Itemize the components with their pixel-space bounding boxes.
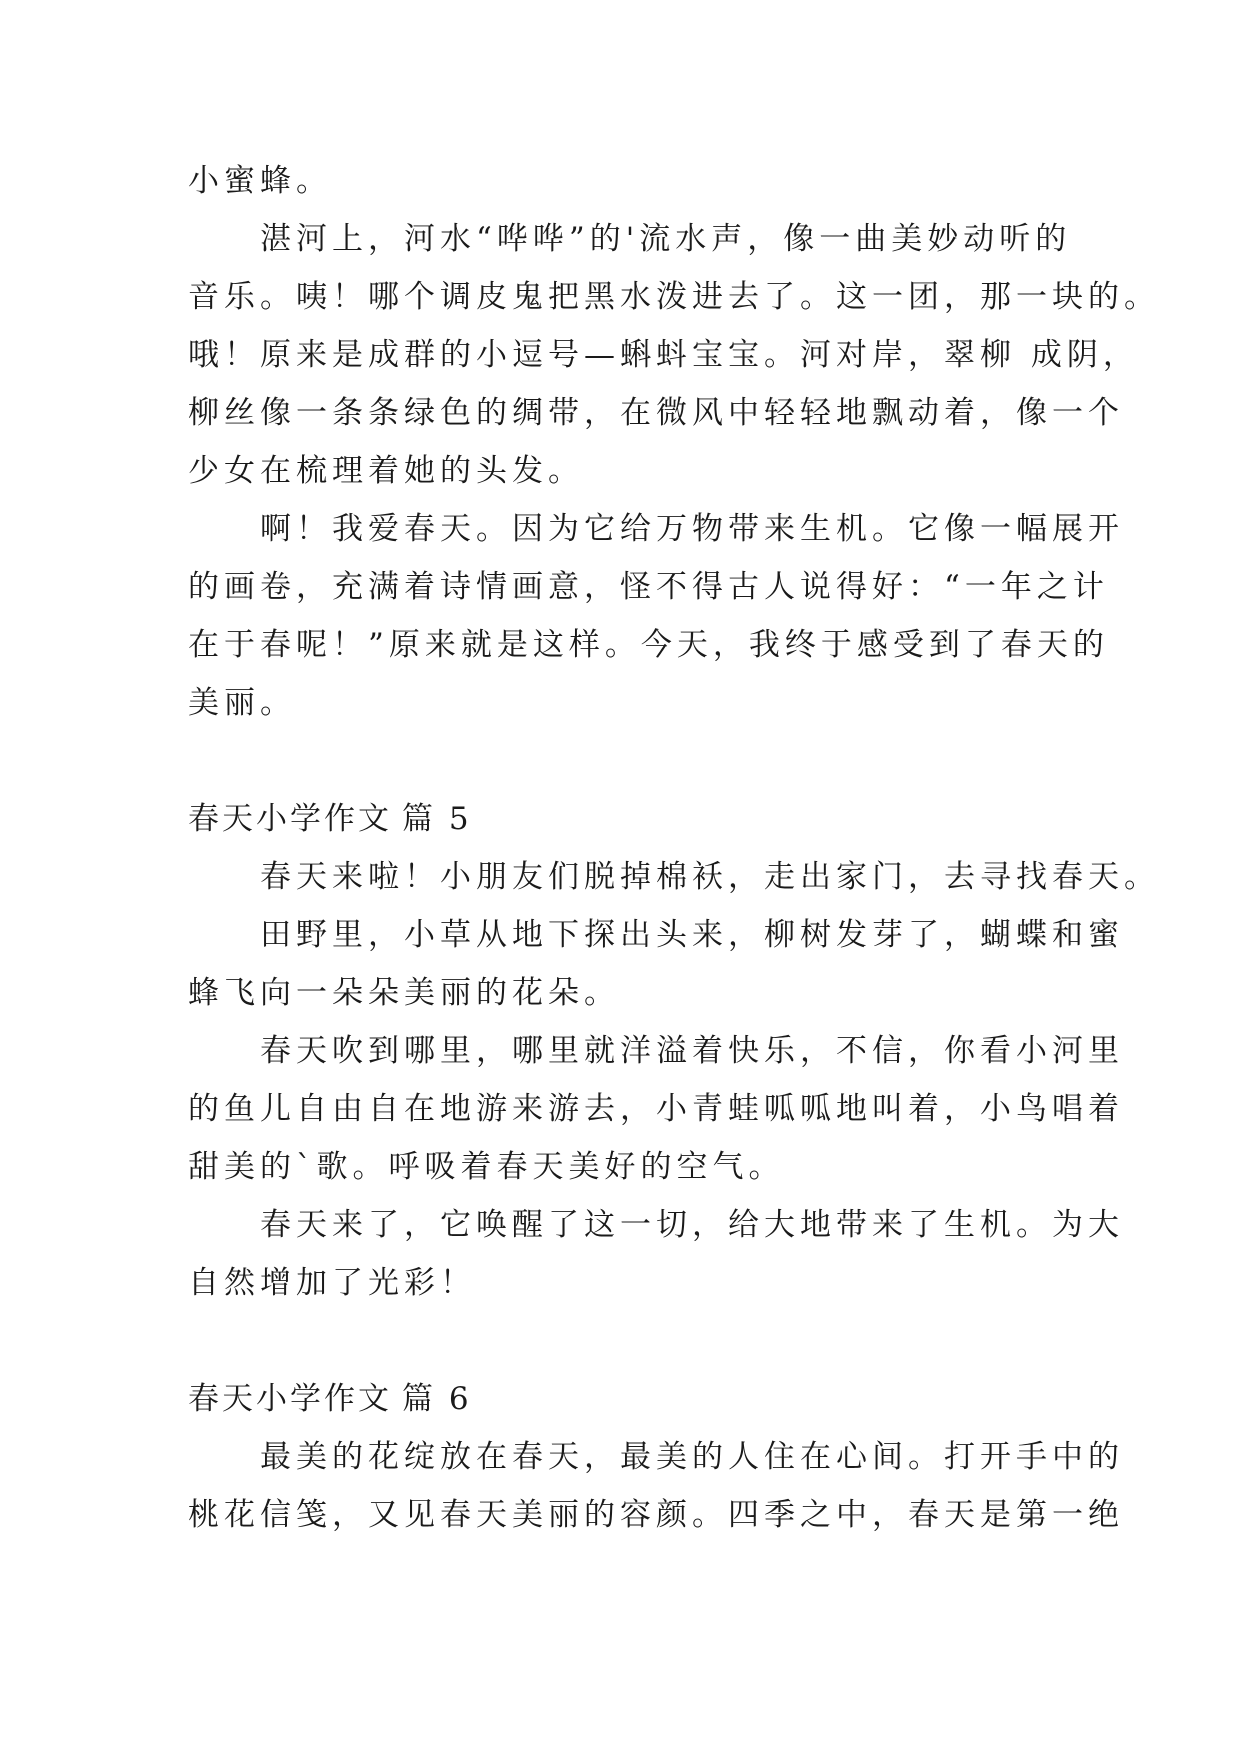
paragraph-start-line: 春天吹到哪里，哪里就洋溢着快乐，不信，你看小河里 bbox=[260, 1033, 1124, 1069]
text-line: 桃花信笺，又见春天美丽的容颜。四季之中，春天是第一绝 bbox=[188, 1497, 1124, 1533]
section-heading-6 bbox=[188, 1370, 1054, 1428]
text-line: 哦！原来是成群的小逗号—蝌蚪宝宝。河对岸，翠柳 成阴， bbox=[188, 337, 1139, 373]
text-line: 自然增加了光彩！ bbox=[188, 1265, 476, 1301]
document-body bbox=[188, 152, 1160, 1544]
text-line: 在于春呢！”原来就是这样。今天，我终于感受到了春天的 bbox=[188, 627, 1109, 663]
paragraph-start-line: 湛河上，河水“哗哗”的'流水声，像一曲美妙动听的 bbox=[260, 221, 1072, 257]
section-title: 春天小学作文 bbox=[188, 1381, 392, 1417]
text-line: 甜美的`歌。呼吸着春天美好的空气。 bbox=[188, 1149, 785, 1185]
text-line: 蜂飞向一朵朵美丽的花朵。 bbox=[188, 975, 620, 1011]
text-line: 小蜜蜂。 bbox=[188, 163, 332, 199]
paragraph-start-line: 春天来了，它唤醒了这一切，给大地带来了生机。为大 bbox=[260, 1207, 1124, 1243]
text-line: 音乐。咦！哪个调皮鬼把黑水泼进去了。这一团，那一块的。 bbox=[188, 279, 1160, 315]
section-title: 春天小学作文 bbox=[188, 801, 392, 837]
text-line: 美丽。 bbox=[188, 685, 296, 721]
paragraph-start-line: 最美的花绽放在春天，最美的人住在心间。打开手中的 bbox=[260, 1439, 1124, 1475]
paragraph-start-line: 啊！我爱春天。因为它给万物带来生机。它像一幅展开 bbox=[260, 511, 1124, 547]
paragraph-start-line: 田野里，小草从地下探出头来，柳树发芽了，蝴蝶和蜜 bbox=[260, 917, 1124, 953]
section-number: 篇 6 bbox=[402, 1381, 472, 1417]
section-number: 篇 5 bbox=[402, 801, 472, 837]
section-heading-5 bbox=[188, 790, 1054, 848]
text-line: 少女在梳理着她的头发。 bbox=[188, 453, 584, 489]
text-line: 柳丝像一条条绿色的绸带，在微风中轻轻地飘动着，像一个 bbox=[188, 395, 1124, 431]
text-line: 的画卷，充满着诗情画意，怪不得古人说得好：“一年之计 bbox=[188, 569, 1109, 605]
text-line: 的鱼儿自由自在地游来游去，小青蛙呱呱地叫着，小鸟唱着 bbox=[188, 1091, 1124, 1127]
paragraph-start-line: 春天来啦！小朋友们脱掉棉袄，走出家门，去寻找春天。 bbox=[260, 859, 1160, 895]
